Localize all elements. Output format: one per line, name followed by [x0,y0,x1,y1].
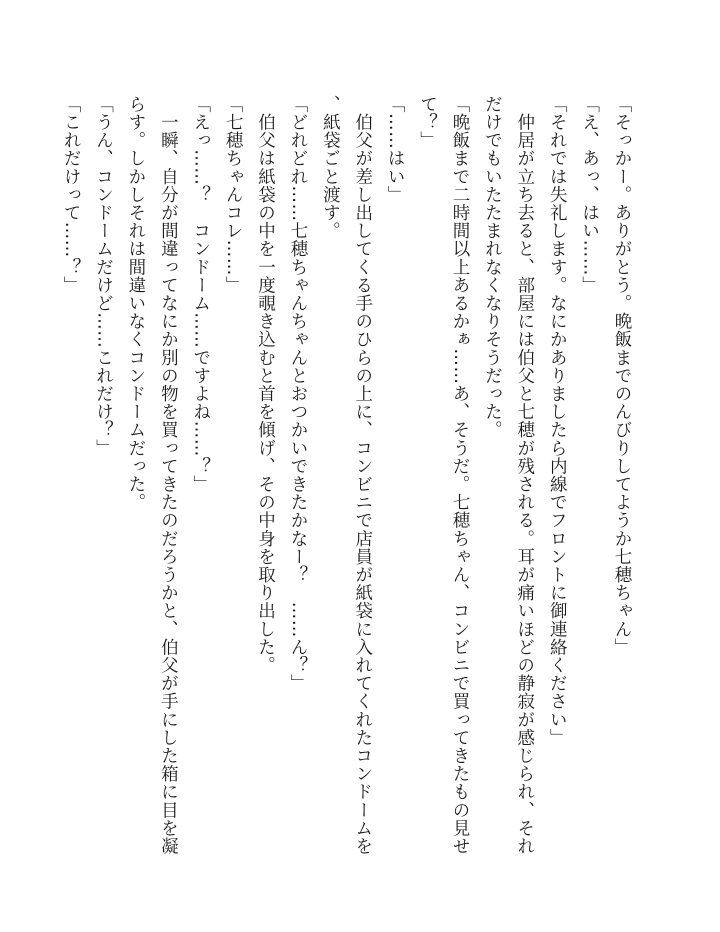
text-line: 「……はい」 [385,95,406,204]
text-line: 「どれどれ……七穂ちゃんちゃんとおつかいできたかなー？ ……ん？」 [287,95,308,693]
text-line: 「これだけって……？」 [61,95,82,295]
text-line: 「それでは失礼します。なにかありましたら内線でフロントに御連絡ください」 [547,95,568,747]
text-line: 「七穂ちゃんコレ……」 [223,95,244,295]
text-line: 伯父が差し出してくる手のひらの上に、コンビニで店員が紙袋に入れてくれたコンドームを、紙袋ごと渡す。 [320,95,373,856]
text-line: 仲居が立ち去ると、部屋には伯父と七穂が残される。耳が痛いほどの静寂が感じられ、それだけでもいたたまれなくなりそうだった。 [482,95,535,856]
text-line: 「えっ……？ コンドーム……ですよね……？」 [190,95,211,494]
text-line: 「え、あっ、はい……」 [579,95,600,295]
text-line: 一瞬、自分が間違ってなにか別の物を買ってきたのだろうかと、伯父が手にした箱に目を凝らす。しかしそれは間違いなくコンドームだった。 [125,95,179,856]
text-line: 「そっかー。ありがとう。晩飯までのんびりしてようか七穂ちゃん」 [612,95,632,657]
text-line: 「うん、コンドームだけど……これだけ？」 [93,95,114,457]
text-line: 「晩飯まで二時間以上あるかぁ……あ、そうだ。七穂ちゃん、コンビニで買ってきたもの見せて？」 [417,95,470,856]
text-line: 伯父は紙袋の中を一度覗き込むと首を傾げ、その中身を取り出した。 [255,95,276,675]
vertical-text-block [55,95,638,865]
